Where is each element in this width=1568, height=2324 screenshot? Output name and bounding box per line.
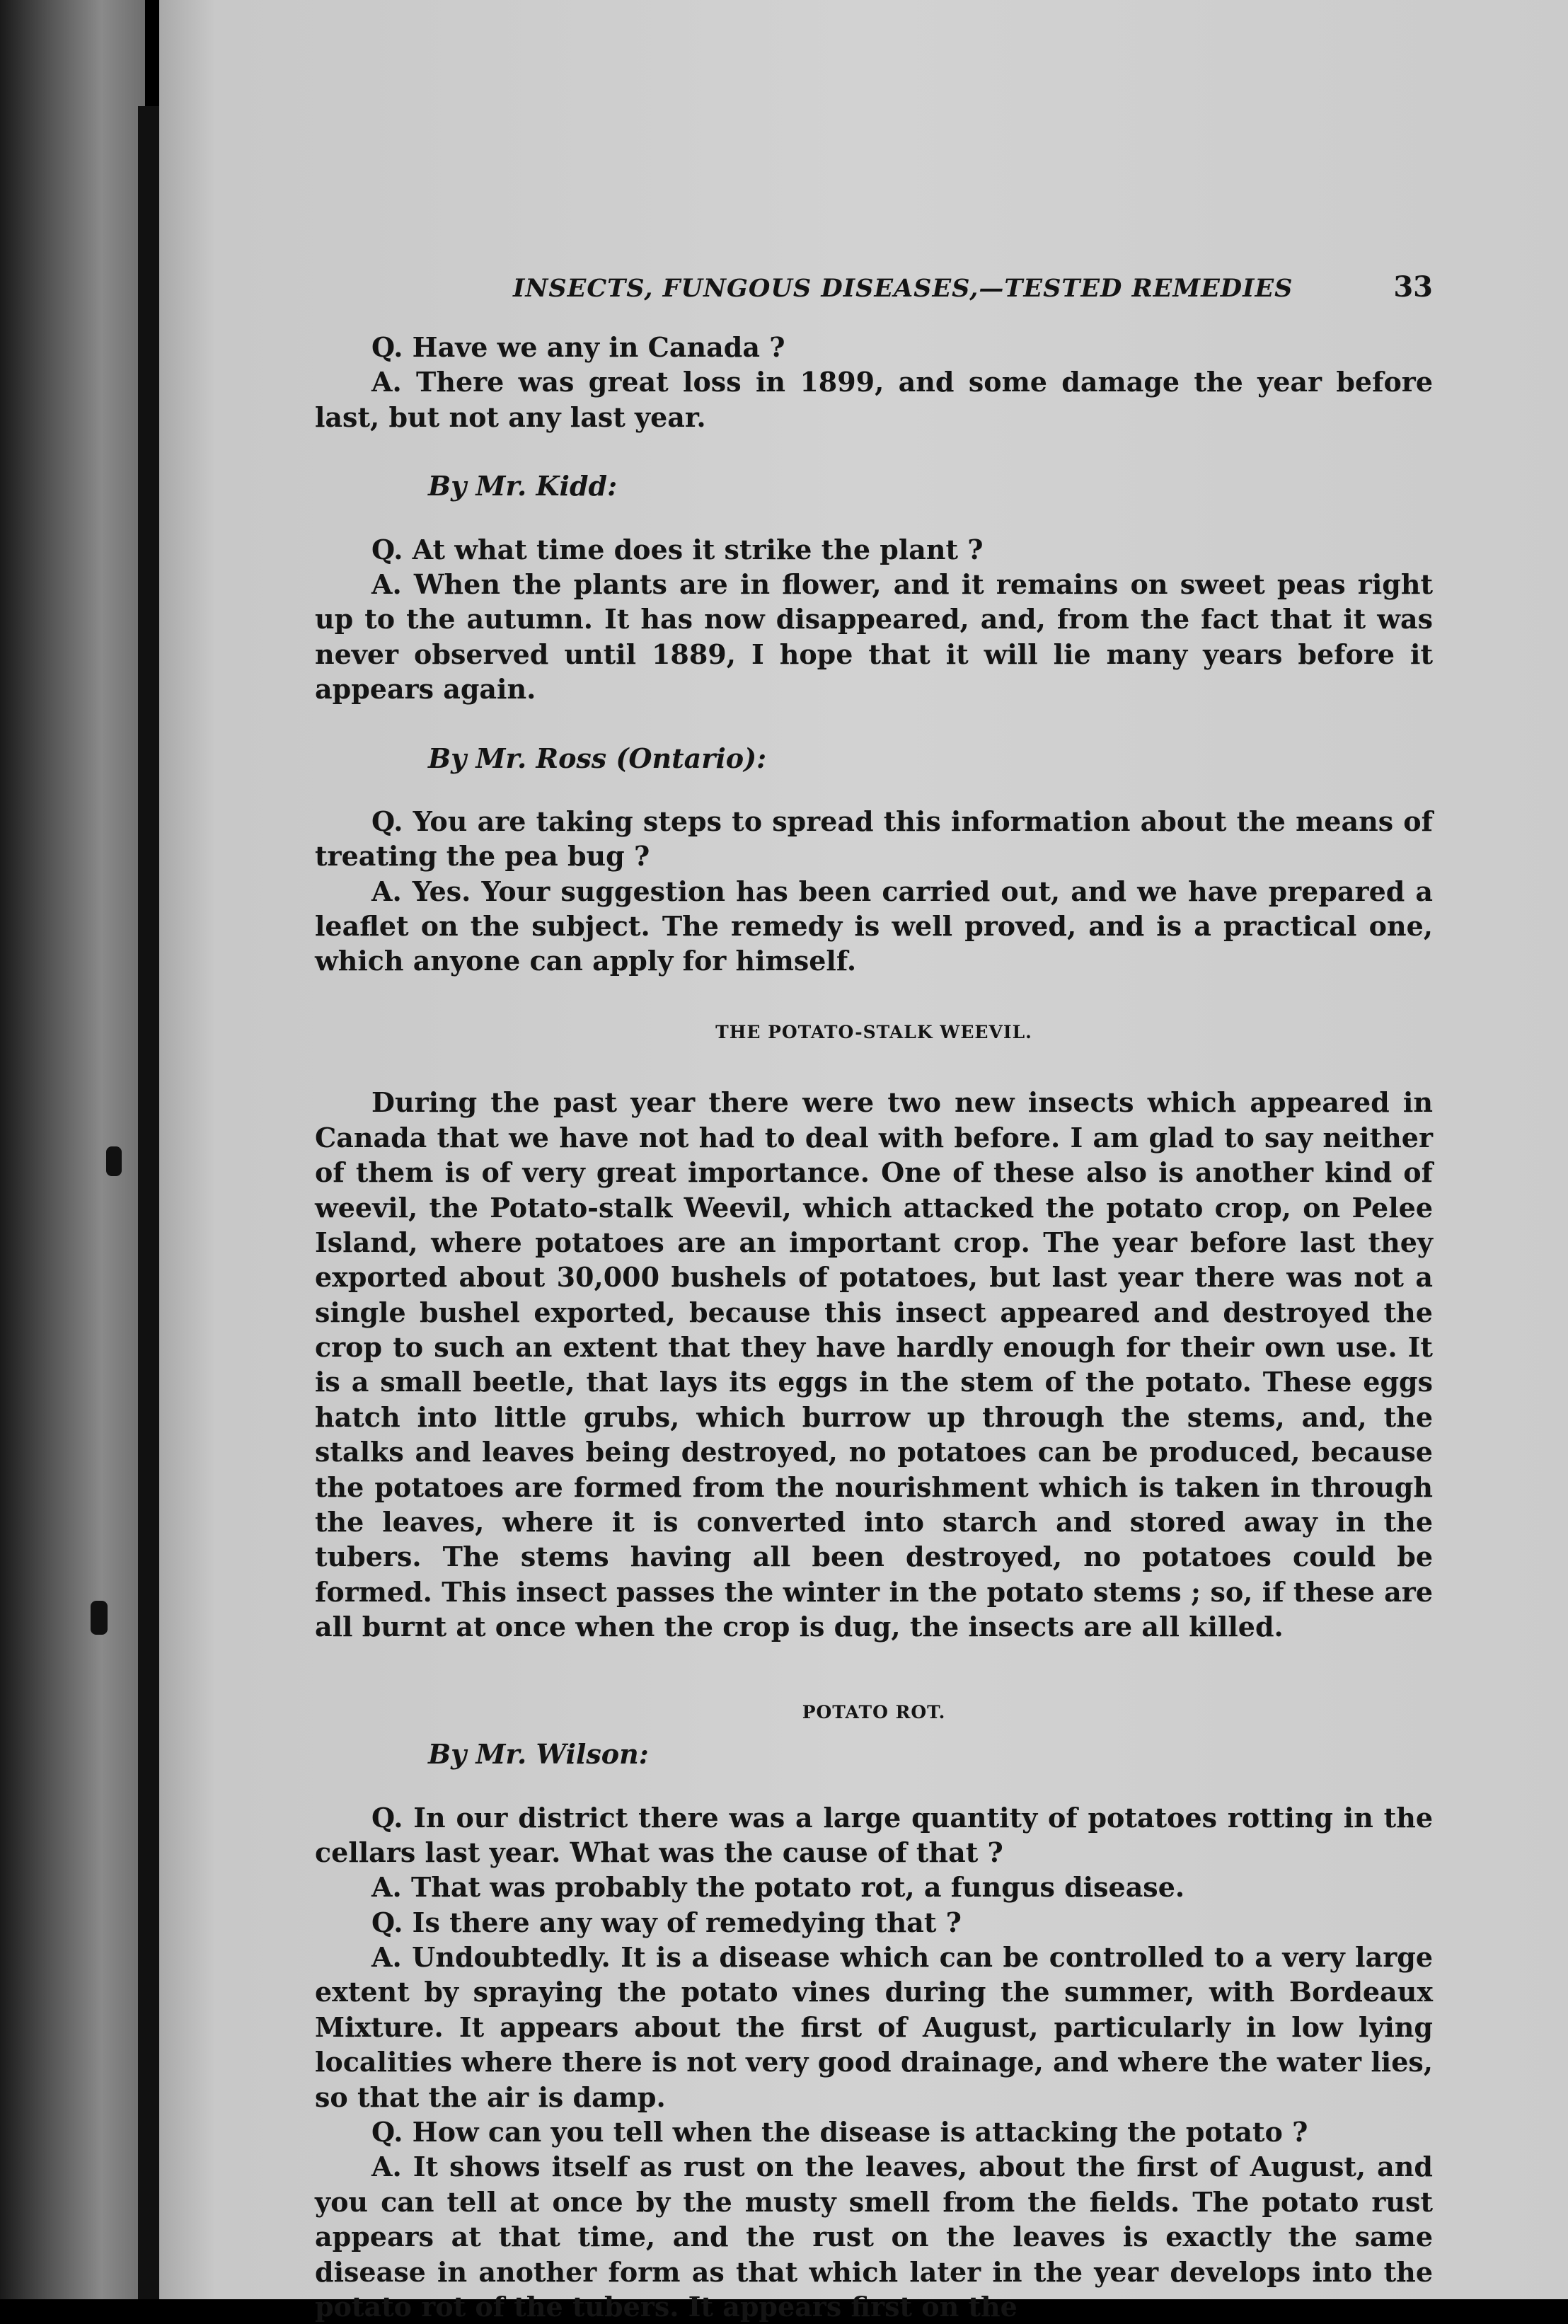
binding-mark: [91, 1601, 108, 1635]
speaker-heading: By Mr. Ross (Ontario):: [428, 742, 767, 774]
body-paragraph: During the past year there were two new insects which appeared in Canada that we have not had to deal with before. I am glad to say neither of them is of very great importance. One of these also is another kind of weevil, the Potato-stalk Weevil, which attacked the potato crop, on Pelee Island, where potatoes are an important crop. The year before last they exported about 30,000 bushels of potatoes, but last year there was not a single bushel exported, because this insect appeared and destroyed the crop to such an extent that they have hardly enough for their own use. It is a small beetle, that lays its eggs in the stem of the potato. These eggs hatch into little grubs, which burrow up through the stems, and, the stalks and leaves being destroyed, no potatoes can be produced, because the potatoes are formed from the nourishment which is taken in through the leaves, where it is converted into starch and stored away in the tubers. The stems having all been destroyed, no potatoes could be formed. This insect passes the winter in the potato stems ; so, if these are all burnt at once when the crop is dug, the insects are all killed.: [315, 1086, 1433, 1643]
question: Q. How can you tell when the disease is attacking the potato ?: [371, 2116, 1308, 2148]
answer: A. There was great loss in 1899, and some damage the year before last, but not any last year.: [315, 366, 1433, 433]
answer: A. Undoubtedly. It is a disease which can be controlled to a very large extent by spraying the potato vines during the summer, with Bordeaux Mixture. It appears about the first of August, particularly in low lying localities where there is not very good drainage, and where the water lies, so that the air is damp.: [315, 1941, 1433, 2113]
question: Q. At what time does it strike the plant ?: [371, 533, 984, 565]
scan-margin: [0, 0, 145, 2299]
document-page: [159, 0, 1568, 2323]
page-content: [315, 269, 1433, 2324]
speaker-heading: By Mr. Wilson:: [428, 1738, 649, 1771]
page-header: [315, 269, 1433, 306]
section-heading: THE POTATO-STALK WEEVIL.: [715, 1021, 1032, 1042]
question: Q. Is there any way of remedying that ?: [371, 1906, 962, 1938]
running-title: INSECTS, FUNGOUS DISEASES,—TESTED REMEDIES: [513, 274, 1293, 303]
page-number: 33: [1393, 270, 1433, 304]
section-heading: POTATO ROT.: [802, 1701, 946, 1722]
answer: A. Yes. Your suggestion has been carried out, and we have prepared a leaflet on the subject. The remedy is well proved, and is a practical one, which anyone can apply for himself.: [315, 875, 1433, 977]
answer: A. That was probably the potato rot, a fungus disease.: [371, 1871, 1185, 1904]
question: Q. You are taking steps to spread this information about the means of treating the pea bug ?: [315, 805, 1433, 873]
question: Q. In our district there was a large quantity of potatoes rotting in the cellars last year. What was the cause of that ?: [315, 1801, 1433, 1868]
answer: A. It shows itself as rust on the leaves, about the first of August, and you can tell at once by the musty smell from the fields. The potato rust appears at that time, and the rust on the leaves is exactly the same disease in another form as that which later in the year develops into the potato rot of the tubers. It appears first on the: [315, 2151, 1433, 2323]
book-spine: [138, 106, 159, 2299]
question: Q. Have we any in Canada ?: [371, 331, 785, 363]
speaker-heading: By Mr. Kidd:: [428, 470, 618, 502]
binding-mark: [106, 1146, 122, 1176]
answer: A. When the plants are in flower, and it remains on sweet peas right up to the autumn. It has now disappeared, and, from the fact that it was never observed until 1889, I hope that it will lie many years before it appears again.: [315, 568, 1433, 706]
